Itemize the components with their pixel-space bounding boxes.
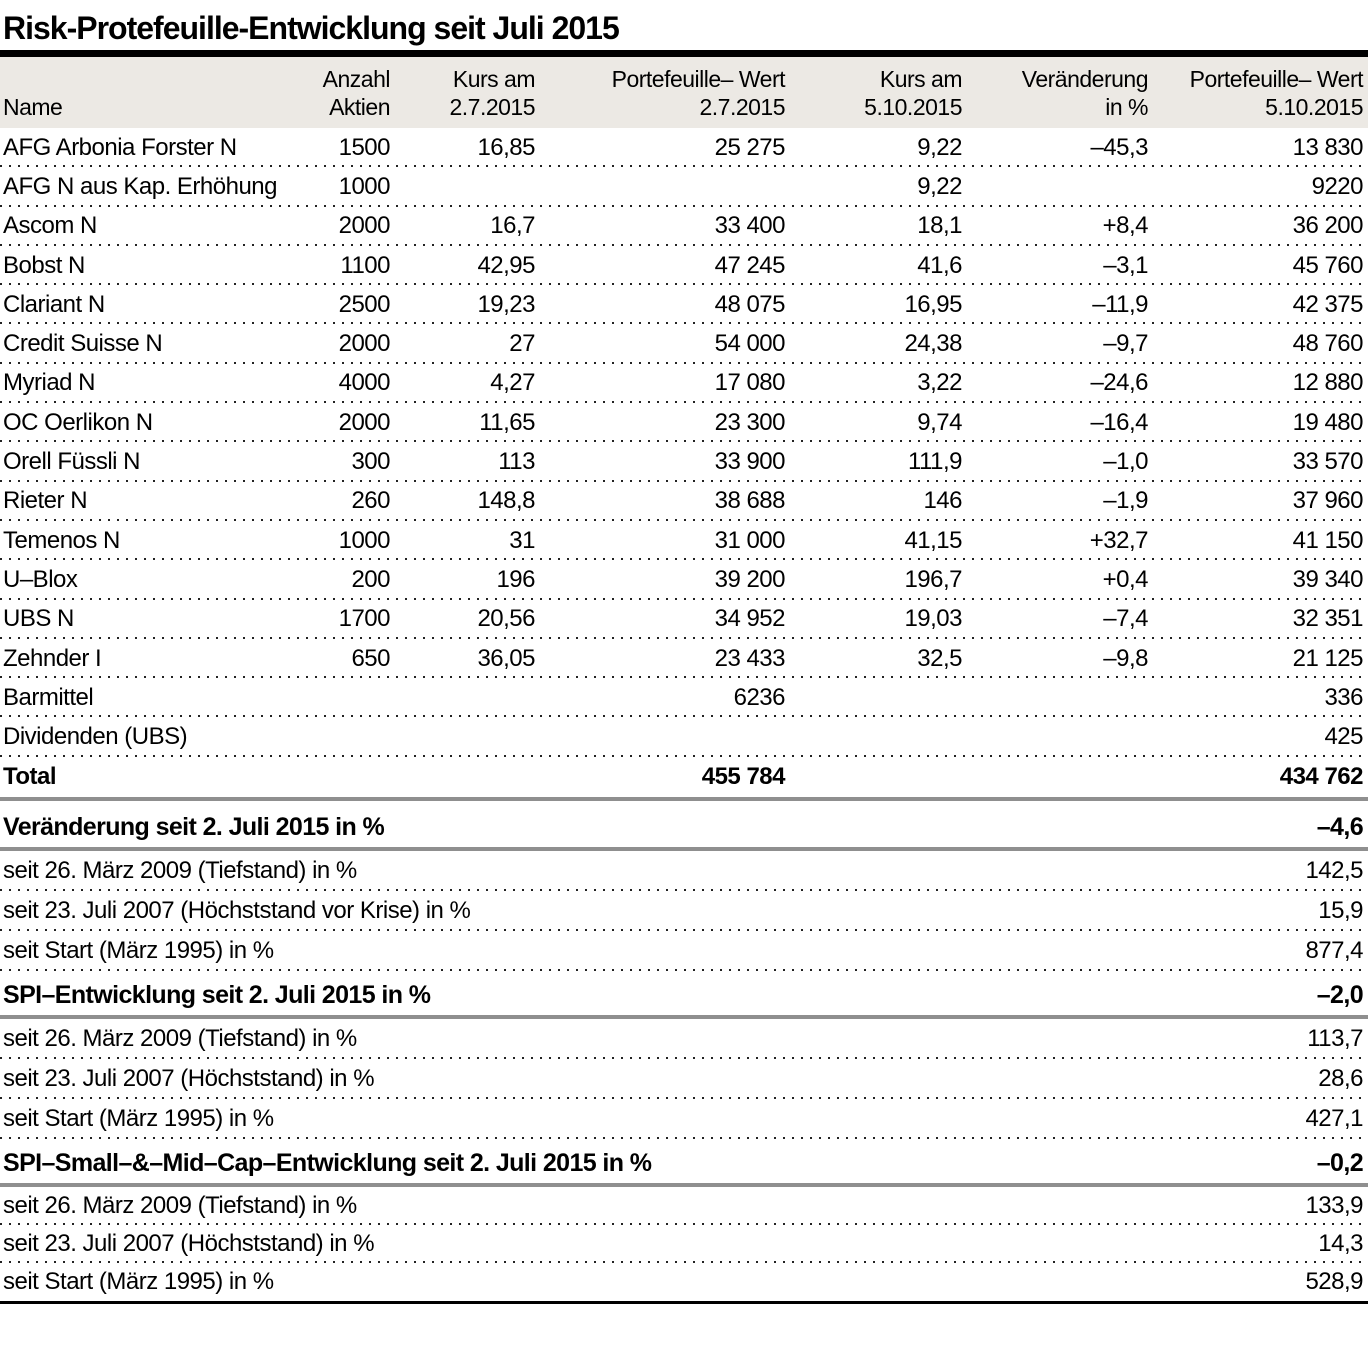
section-value: –4,6 (1316, 813, 1363, 842)
table-row (0, 442, 1368, 481)
cell-value-jul: 39 200 (714, 565, 785, 593)
cell-value-jul: 34 952 (714, 605, 785, 633)
cell-value-oct: 12 880 (1292, 369, 1363, 397)
cell-price-oct: 24,38 (904, 330, 962, 358)
row-value: 142,5 (1305, 856, 1363, 884)
cell-value-jul: 47 245 (714, 251, 785, 279)
cell-value-jul: 31 000 (714, 526, 785, 554)
cell-value-oct: 37 960 (1292, 487, 1363, 515)
cell-change: –9,7 (1103, 330, 1148, 358)
cell-shares: 2000 (338, 408, 390, 436)
row-value: 877,4 (1305, 936, 1363, 964)
bottom-rule (0, 1301, 1368, 1304)
cell-name: AFG Arbonia Forster N (3, 133, 237, 161)
cell-shares: 2000 (338, 330, 390, 358)
table-row (0, 128, 1368, 167)
row-label: seit Start (März 1995) in % (3, 1104, 274, 1132)
cell-price-jul: 148,8 (477, 487, 535, 515)
cell-value-oct: 36 200 (1292, 212, 1363, 240)
total-value-jul: 455 784 (701, 762, 785, 790)
header-cell-value-jul: Portefeuille– Wert 2.7.2015 (611, 66, 785, 120)
row-label: seit 23. Juli 2007 (Höchststand) in % (3, 1064, 375, 1092)
table-row (0, 167, 1368, 206)
row-value: 133,9 (1305, 1191, 1363, 1219)
cell-name: AFG N aus Kap. Erhöhung (3, 172, 277, 200)
cell-value-jul: 17 080 (714, 369, 785, 397)
cell-price-oct: 196,7 (904, 565, 962, 593)
cell-value-jul: 6236 (733, 683, 785, 711)
header-cell-price-jul: Kurs am 2.7.2015 (449, 66, 535, 120)
cell-price-jul: 16,85 (477, 133, 535, 161)
cell-shares: 650 (351, 644, 390, 672)
table-row (0, 364, 1368, 403)
section-portfolio-change (0, 809, 1368, 971)
cell-name: Zehnder I (3, 644, 102, 672)
cell-value-jul: 38 688 (714, 487, 785, 515)
cell-name: Myriad N (3, 369, 96, 397)
table-row (0, 717, 1368, 756)
row-value: 14,3 (1318, 1229, 1363, 1257)
cell-price-jul: 16,7 (490, 212, 535, 240)
cell-price-oct: 41,15 (904, 526, 962, 554)
cell-shares: 4000 (338, 369, 390, 397)
section-row (0, 851, 1368, 891)
cell-value-oct: 336 (1324, 683, 1363, 711)
table-row (0, 324, 1368, 363)
section-header (0, 809, 1368, 847)
cell-value-oct: 32 351 (1292, 605, 1363, 633)
cell-name: Orell Füssli N (3, 448, 141, 476)
table-row (0, 482, 1368, 521)
cell-change: +32,7 (1089, 526, 1148, 554)
section-row (0, 1263, 1368, 1301)
table-header (0, 57, 1368, 128)
row-label: seit 26. März 2009 (Tiefstand) in % (3, 856, 357, 884)
cell-value-oct: 21 125 (1292, 644, 1363, 672)
row-value: 28,6 (1318, 1064, 1363, 1092)
cell-change: –3,1 (1103, 251, 1148, 279)
table-row (0, 285, 1368, 324)
cell-value-oct: 42 375 (1292, 290, 1363, 318)
cell-price-jul: 19,23 (477, 290, 535, 318)
total-label: Total (3, 762, 57, 790)
section-row (0, 1187, 1368, 1225)
cell-price-jul: 36,05 (477, 644, 535, 672)
row-value: 528,9 (1305, 1267, 1363, 1295)
cell-shares: 1000 (338, 172, 390, 200)
table-row (0, 600, 1368, 639)
cell-price-jul: 113 (498, 448, 535, 476)
cell-price-jul: 31 (509, 526, 535, 554)
cell-price-oct: 146 (923, 487, 962, 515)
cell-name: OC Oerlikon N (3, 408, 153, 436)
row-value: 113,7 (1307, 1024, 1363, 1052)
header-cell-shares: Anzahl Aktien (322, 66, 390, 120)
cell-price-oct: 9,22 (917, 133, 962, 161)
cell-name: Temenos N (3, 526, 120, 554)
cell-price-oct: 111,9 (908, 448, 962, 476)
section-title: Veränderung seit 2. Juli 2015 in % (3, 813, 385, 842)
cell-value-jul: 48 075 (714, 290, 785, 318)
table-row (0, 639, 1368, 678)
cell-shares: 260 (351, 487, 390, 515)
section-header (0, 977, 1368, 1015)
section-title: SPI–Small–&–Mid–Cap–Entwicklung seit 2. Juli 2015 in % (3, 1149, 652, 1178)
cell-value-oct: 33 570 (1292, 448, 1363, 476)
table-row (0, 560, 1368, 599)
section-value: –0,2 (1316, 1149, 1363, 1178)
cell-value-oct: 45 760 (1292, 251, 1363, 279)
cell-name: U–Blox (3, 565, 78, 593)
cell-change: +8,4 (1102, 212, 1148, 240)
table-row (0, 521, 1368, 560)
cell-value-oct: 13 830 (1292, 133, 1363, 161)
header-cell-name: Name (3, 94, 63, 120)
total-row (0, 757, 1368, 797)
cell-price-oct: 9,74 (917, 408, 962, 436)
cell-value-oct: 9220 (1311, 172, 1363, 200)
cell-change: –7,4 (1103, 605, 1148, 633)
section-header (0, 1145, 1368, 1183)
section-row (0, 1059, 1368, 1099)
section-spi (0, 977, 1368, 1139)
cell-price-oct: 32,5 (917, 644, 962, 672)
cell-change: –45,3 (1090, 133, 1148, 161)
cell-shares: 1000 (338, 526, 390, 554)
cell-value-jul: 23 300 (714, 408, 785, 436)
cell-shares: 1500 (338, 133, 390, 161)
cell-value-oct: 39 340 (1292, 565, 1363, 593)
table-row (0, 678, 1368, 717)
section-title: SPI–Entwicklung seit 2. Juli 2015 in % (3, 981, 431, 1010)
row-label: seit Start (März 1995) in % (3, 936, 274, 964)
cell-shares: 200 (351, 565, 390, 593)
header-cell-value-oct: Portefeuille– Wert 5.10.2015 (1189, 66, 1363, 120)
cell-price-jul: 4,27 (490, 369, 535, 397)
cell-shares: 1700 (338, 605, 390, 633)
cell-name: Clariant N (3, 290, 105, 318)
cell-change: –9,8 (1103, 644, 1148, 672)
row-value: 427,1 (1305, 1104, 1363, 1132)
cell-shares: 2500 (338, 290, 390, 318)
table-body (0, 128, 1368, 757)
section-row (0, 891, 1368, 931)
cell-price-jul: 42,95 (477, 251, 535, 279)
section-row (0, 1019, 1368, 1059)
cell-price-jul: 11,65 (479, 408, 535, 436)
cell-value-jul: 33 400 (714, 212, 785, 240)
header-cell-change: Veränderung in % (1021, 66, 1148, 120)
cell-change: +0,4 (1102, 565, 1148, 593)
cell-price-jul: 20,56 (477, 605, 535, 633)
header-cell-price-oct: Kurs am 5.10.2015 (864, 66, 962, 120)
cell-name: Rieter N (3, 487, 88, 515)
section-spi-small-mid-cap (0, 1145, 1368, 1301)
cell-value-oct: 425 (1324, 723, 1363, 751)
cell-price-oct: 18,1 (917, 212, 962, 240)
cell-name: Credit Suisse N (3, 330, 163, 358)
cell-change: –24,6 (1090, 369, 1148, 397)
cell-price-oct: 41,6 (917, 251, 962, 279)
cell-price-oct: 19,03 (904, 605, 962, 633)
cell-name: Ascom N (3, 212, 97, 240)
cell-change: –16,4 (1090, 408, 1148, 436)
cell-value-jul: 25 275 (714, 133, 785, 161)
section-row (0, 1225, 1368, 1263)
cell-price-oct: 16,95 (904, 290, 962, 318)
row-value: 15,9 (1318, 896, 1363, 924)
cell-name: Bobst N (3, 251, 85, 279)
section-value: –2,0 (1316, 981, 1363, 1010)
table-row (0, 403, 1368, 442)
row-label: seit 23. Juli 2007 (Höchststand vor Krise) in % (3, 896, 471, 924)
section-row (0, 931, 1368, 971)
cell-change: –1,0 (1103, 448, 1148, 476)
cell-value-jul: 33 900 (714, 448, 785, 476)
cell-value-jul: 23 433 (714, 644, 785, 672)
cell-name: Barmittel (3, 683, 94, 711)
cell-change: –11,9 (1092, 290, 1148, 318)
row-label: seit 26. März 2009 (Tiefstand) in % (3, 1191, 357, 1219)
row-label: seit 26. März 2009 (Tiefstand) in % (3, 1024, 357, 1052)
cell-change: –1,9 (1103, 487, 1148, 515)
cell-name: UBS N (3, 605, 74, 633)
section-row (0, 1099, 1368, 1139)
row-label: seit 23. Juli 2007 (Höchststand) in % (3, 1229, 375, 1257)
cell-price-oct: 3,22 (917, 369, 962, 397)
cell-name: Dividenden (UBS) (3, 723, 188, 751)
cell-price-jul: 196 (496, 565, 535, 593)
row-label: seit Start (März 1995) in % (3, 1267, 274, 1295)
table-row (0, 207, 1368, 246)
cell-shares: 1100 (340, 251, 390, 279)
total-value-oct: 434 762 (1279, 762, 1363, 790)
cell-value-oct: 19 480 (1292, 408, 1363, 436)
cell-value-oct: 48 760 (1292, 330, 1363, 358)
cell-price-oct: 9,22 (917, 172, 962, 200)
cell-value-oct: 41 150 (1292, 526, 1363, 554)
cell-shares: 300 (351, 448, 390, 476)
page-title: Risk-Protefeuille-Entwicklung seit Juli 2015 (0, 0, 1368, 57)
cell-value-jul: 54 000 (714, 330, 785, 358)
cell-price-jul: 27 (509, 330, 535, 358)
spacer (0, 801, 1368, 809)
cell-shares: 2000 (338, 212, 390, 240)
table-row (0, 246, 1368, 285)
